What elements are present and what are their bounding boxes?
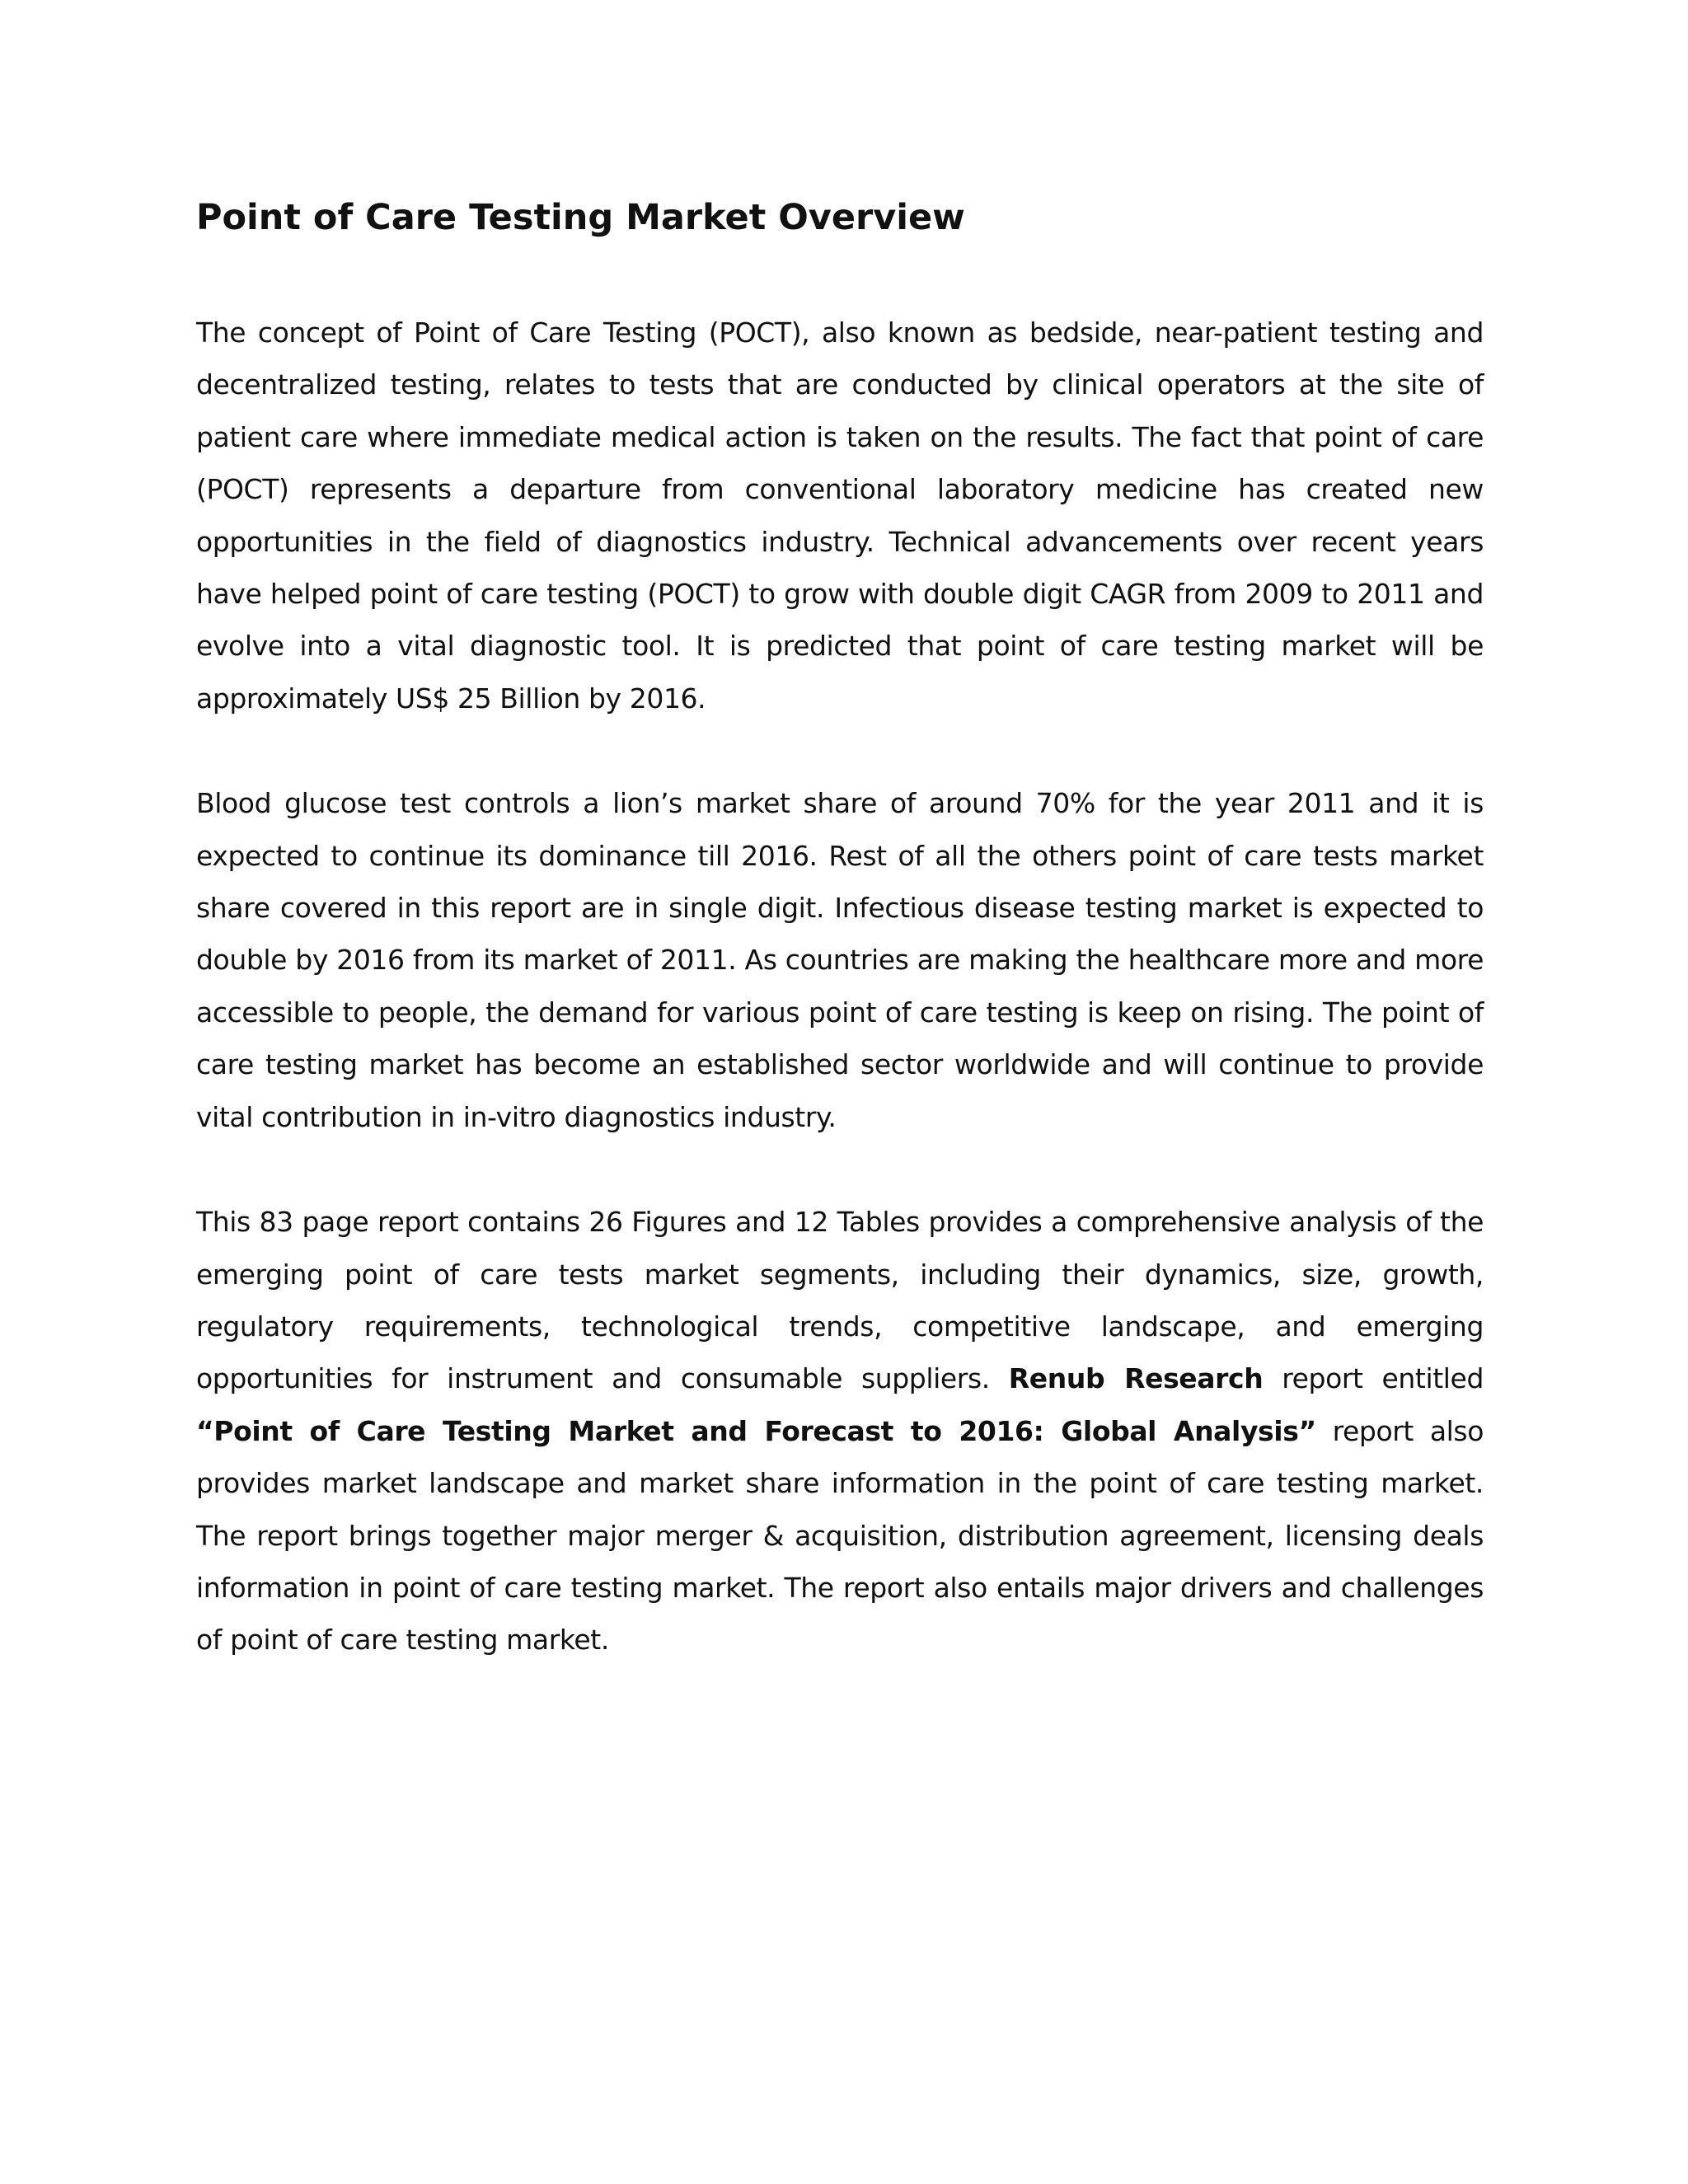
report-description-text: This 83 page report contains 26 Figures and 12 Tables provides a comprehensive analysis of the emerging point of care tests market segments, including their dynamics, size, growth, regulatory requirements, technological trends, competitive landscape, and emerging opportunities for instrument and consumable suppliers. (196, 1206, 1484, 1395)
document-page (196, 191, 1484, 1719)
page-title: Point of Care Testing Market Overview (196, 197, 965, 238)
overview-paragraph: The concept of Point of Care Testing (POCT), also known as bedside, near-patient testing and decentralized testing, relates to tests that are conducted by clinical operators at the site of patient care where immediate medical action is taken on the results. The fact that point of care (POCT) represents a departure from conventional laboratory medicine has created new opportunities in the field of diagnostics industry. Technical advancements over recent years have helped point of care testing (POCT) to grow with double digit CAGR from 2009 to 2011 and evolve into a vital diagnostic tool. It is predicted that point of care testing market will be approximately US$ 25 Billion by 2016. (196, 316, 1484, 715)
company-name: Renub Research (1008, 1362, 1264, 1395)
market-share-paragraph: Blood glucose test controls a lion’s market share of around 70% for the year 2011 and it is expected to continue its dominance till 2016. Rest of all the others point of care tests market share covered in this report are in single digit. Infectious disease testing market is expected to double by 2016 from its market of 2011. As countries are making the healthcare more and more accessible to people, the demand for various point of care testing is keep on rising. The point of care testing market has become an established sector worldwide and will continue to provide vital contribution in in-vitro diagnostics industry. (196, 787, 1484, 1133)
report-entitled-text: report entitled (1263, 1362, 1484, 1395)
report-title: “Point of Care Testing Market and Forecast to 2016: Global Analysis” (196, 1414, 1316, 1447)
report-details-text: report also provides market landscape and market share information in the point of care testing market. The report brings together major merger & acquisition, distribution agreement, licensing deals information in point of care testing market. The report also entails major drivers and challenges of point of care testing market. (196, 1414, 1484, 1657)
report-description-paragraph (196, 1196, 1484, 1666)
